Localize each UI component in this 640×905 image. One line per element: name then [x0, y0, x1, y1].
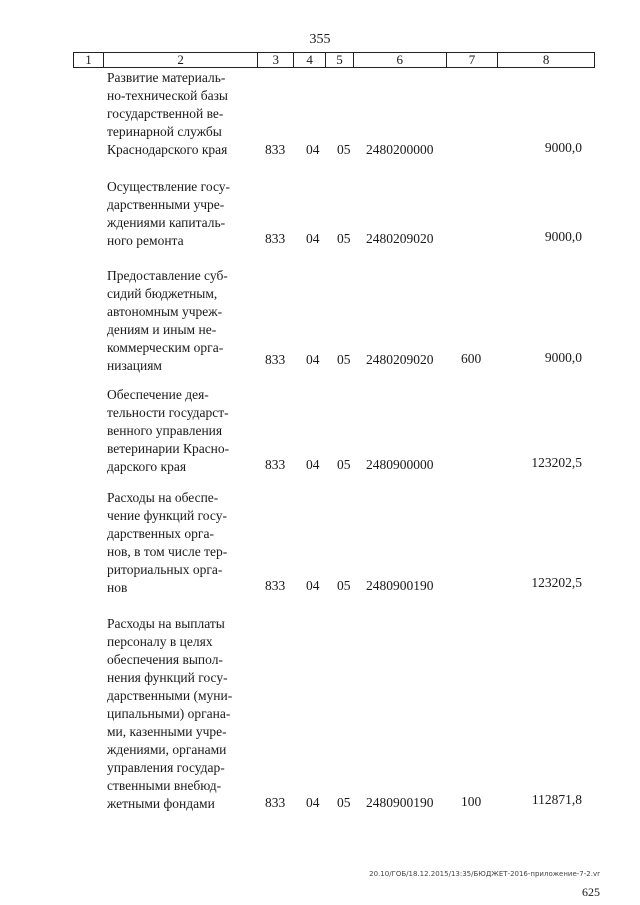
row-section-code: 04	[306, 352, 320, 367]
row-description: Расходы на обеспе- чение функций госу- дарственных орга- нов, в том числе тер- риториальных орга- нов	[107, 490, 228, 595]
row-subsection-code: 05	[337, 457, 351, 472]
row-amount: 9000,0	[544, 140, 582, 155]
row-amount: 123202,5	[531, 455, 582, 470]
row-subsection-code: 05	[337, 231, 351, 246]
row-grbs-code: 833	[265, 795, 286, 810]
header-col-3: 3	[258, 53, 294, 67]
row-target-article: 2480209020	[366, 231, 434, 246]
row-description: Обеспечение дея- тельности государст- венного управления ветеринарии Красно- дарского края	[107, 387, 230, 474]
row-target-article: 2480900190	[366, 795, 434, 810]
row-grbs-code: 833	[265, 352, 286, 367]
row-grbs-code: 833	[265, 578, 286, 593]
row-grbs-code: 833	[265, 457, 286, 472]
row-section-code: 04	[306, 795, 320, 810]
row-expense-type: 600	[461, 351, 482, 366]
row-amount: 112871,8	[531, 792, 582, 807]
table-header	[73, 52, 595, 68]
row-grbs-code: 833	[265, 142, 286, 157]
row-subsection-code: 05	[337, 142, 351, 157]
footer-stamp: 20.10/ГОБ/18.12.2015/13:35/БЮДЖЕТ-2016-приложение-7-2.vr	[369, 870, 600, 878]
row-description: Расходы на выплаты персоналу в целях обеспечения выпол- нения функций госу- дарственными (муни- ципальными) органа- ми, казенными учре- ждениями, органами управления государ- ственными внебюд- жетными фондами	[107, 616, 233, 811]
header-col-8: 8	[542, 52, 550, 67]
row-section-code: 04	[306, 457, 320, 472]
row-subsection-code: 05	[337, 578, 351, 593]
row-target-article: 2480209020	[366, 352, 434, 367]
header-col-4: 4	[294, 53, 326, 67]
row-description: Предоставление суб- сидий бюджетным, автономным учреж- дениям и иным не- коммерческим орга- низациям	[107, 268, 228, 373]
header-col-6: 6	[354, 53, 447, 67]
row-amount: 9000,0	[544, 229, 582, 244]
row-section-code: 04	[306, 142, 320, 157]
header-col-1: 1	[74, 53, 104, 67]
row-subsection-code: 05	[337, 352, 351, 367]
row-expense-type: 100	[461, 794, 482, 809]
row-description: Осуществление госу- дарственными учре- ждениями капиталь- ного ремонта	[107, 179, 231, 248]
page-number-top: 355	[309, 32, 331, 47]
row-amount: 9000,0	[544, 350, 582, 365]
page-number-bottom: 625	[582, 885, 600, 899]
row-subsection-code: 05	[337, 795, 351, 810]
header-col-5: 5	[326, 53, 354, 67]
row-target-article: 2480200000	[366, 142, 434, 157]
row-target-article: 2480900190	[366, 578, 434, 593]
row-section-code: 04	[306, 578, 320, 593]
row-amount: 123202,5	[531, 575, 582, 590]
row-description: Развитие материаль- но-технической базы государственной ве- теринарной службы Краснодарского края	[107, 70, 228, 157]
row-section-code: 04	[306, 231, 320, 246]
row-target-article: 2480900000	[366, 457, 434, 472]
row-grbs-code: 833	[265, 231, 286, 246]
header-col-2: 2	[104, 53, 258, 67]
header-col-7: 7	[447, 53, 499, 67]
